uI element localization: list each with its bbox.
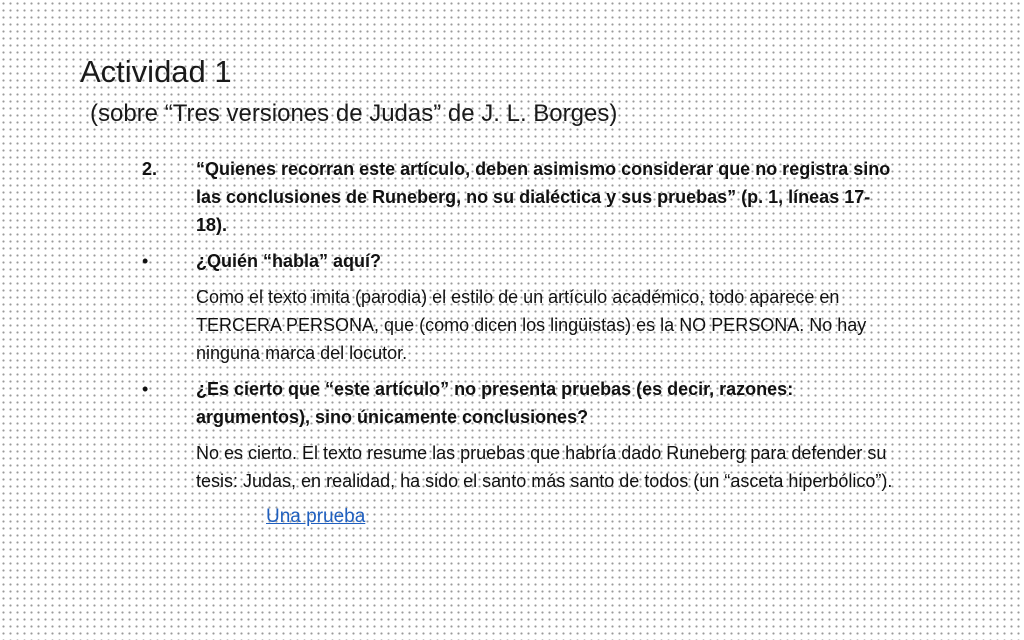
bullet-icon: • [142, 251, 149, 271]
bullet-icon: • [142, 379, 149, 399]
question-text: ¿Quién “habla” aquí? [196, 251, 382, 271]
slide-title: Actividad 1 [80, 54, 232, 89]
bullet-item [130, 247, 900, 275]
answer-text: No es cierto. El texto resume las pruebas que habría dado Runeberg para defender su tesis: Judas, en realidad, ha sido el santo más santo de todos (un “asceta hiperbólico”). [196, 443, 893, 491]
quote-text: “Quienes recorran este artículo, deben asimismo considerar que no registra sino las conclusiones de Runeberg, no su dialéctica y sus pruebas” (p. 1, líneas 17-18). [196, 159, 891, 235]
answer-text: Como el texto imita (parodia) el estilo de un artículo académico, todo aparece en TERCERA PERSONA, que (como dicen los lingüistas) es la NO PERSONA. No hay ninguna marca del locutor. [196, 287, 867, 363]
link-row [266, 503, 900, 531]
numbered-item [130, 155, 900, 239]
question-text: ¿Es cierto que “este artículo” no presenta pruebas (es decir, razones: argumentos), sino únicamente conclusiones? [196, 379, 794, 427]
una-prueba-link[interactable]: Una prueba [266, 506, 366, 527]
slide-subtitle: (sobre “Tres versiones de Judas” de J. L. Borges) [90, 100, 618, 127]
item-number: 2. [142, 159, 158, 179]
slide-content [130, 155, 900, 531]
bullet-item [130, 375, 900, 431]
